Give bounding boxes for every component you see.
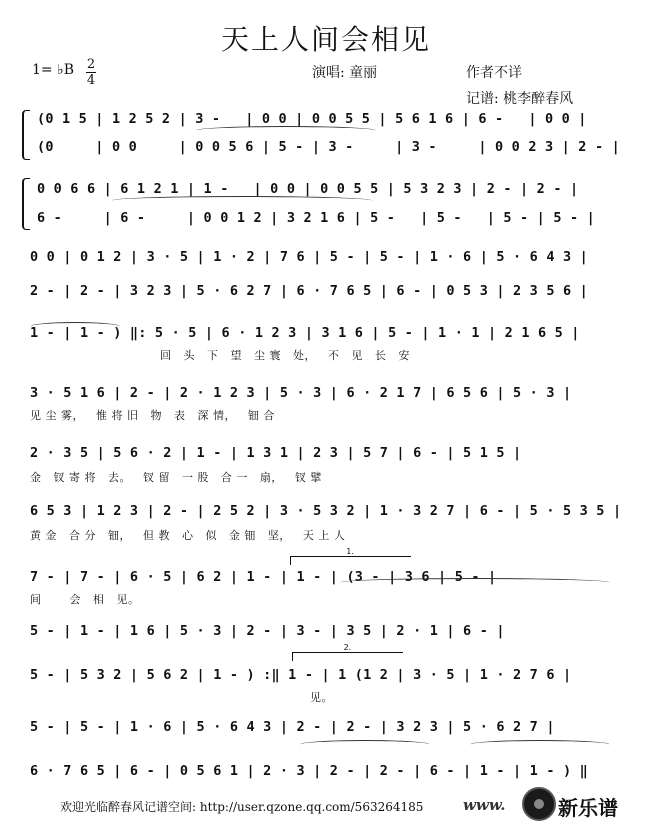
slur-mark (196, 126, 376, 135)
score-line: 7 - | 7 - | 6 · 5 | 6 2 | 1 - | 1 - | (3 - | 3 6 | 5 - | (30, 569, 497, 585)
score-line: 5 - | 5 3 2 | 5 6 2 | 1 - ) :‖ 1 - | 1 (1 2 | 3 · 5 | 1 · 2 7 6 | (30, 667, 572, 683)
lyric-line: 见 尘 雾， 惟 将 旧 物 表 深 情， 钿 合 (30, 409, 275, 422)
score-line: 3 · 5 1 6 | 2 - | 2 · 1 2 3 | 5 · 3 | 6 · 2 1 7 | 6 5 6 | 5 · 3 | (30, 385, 572, 401)
first-ending-bracket: 1. (290, 556, 411, 565)
score-line: (0 | 0 0 | 0 0 5 6 | 5 - | 3 - | 3 - | 0 0 2 3 | 2 - | (37, 139, 620, 155)
score-line: 6 5 3 | 1 2 3 | 2 - | 2 5 2 | 3 · 5 3 2 | 1 · 3 2 7 | 6 - | 5 · 5 3 5 | (30, 503, 622, 519)
slur-mark (112, 196, 372, 205)
slur-mark (340, 578, 610, 587)
lyric-line: 间 会 相 见。 (30, 593, 140, 606)
lyric-line: 金 钗 寄 将 去。 钗 留 一 股 合 一 扇， 钗 擘 (30, 471, 322, 484)
vinyl-record-icon (522, 787, 556, 821)
lyric-line: 见。 (310, 691, 333, 704)
slur-mark (470, 740, 610, 749)
footer-link[interactable]: 欢迎光临醉春风记谱空间: http://user.qzone.qq.com/563264185 (60, 800, 424, 814)
score-line: 5 - | 1 - | 1 6 | 5 · 3 | 2 - | 3 - | 3 5 | 2 · 1 | 6 - | (30, 623, 505, 639)
lyric-line: 黄 金 合 分 钿， 但 教 心 似 金 钿 坚， 天 上 人 (30, 529, 346, 542)
score-line: 6 - | 6 - | 0 0 1 2 | 3 2 1 6 | 5 - | 5 - | 5 - | 5 - | (37, 210, 595, 226)
brand-logo: 新乐谱 (558, 796, 618, 820)
lyric-line: 回 头 下 望 尘 寰 处， 不 见 长 安 (160, 349, 410, 362)
watermark-www: www. (463, 796, 506, 814)
system-brace (22, 178, 30, 230)
transcriber-credit: 记谱: 桃李醉春风 (466, 91, 574, 107)
score-line: 5 - | 5 - | 1 · 6 | 5 · 6 4 3 | 2 - | 2 - | 3 2 3 | 5 · 6 2 7 | (30, 719, 555, 735)
key-signature: 1= ♭B (32, 62, 74, 78)
score-line: 0 0 6 6 | 6 1 2 1 | 1 - | 0 0 | 0 0 5 5 | 5 3 2 3 | 2 - | 2 - | (37, 181, 579, 197)
score-line: 0 0 | 0 1 2 | 3 · 5 | 1 · 2 | 7 6 | 5 - | 5 - | 1 · 6 | 5 · 6 4 3 | (30, 249, 588, 265)
slur-mark (30, 322, 120, 331)
score-line: 2 · 3 5 | 5 6 · 2 | 1 - | 1 3 1 | 2 3 | 5 7 | 6 - | 5 1 5 | (30, 445, 522, 461)
song-title: 天上人间会相见 (220, 23, 431, 56)
time-signature: 2 4 (86, 57, 96, 88)
system-brace (22, 110, 30, 160)
score-line: 1 - | 1 - ) ‖: 5 · 5 | 6 · 1 2 3 | 3 1 6 | 5 - | 1 · 1 | 2 1 6 5 | (30, 325, 580, 341)
slur-mark (300, 740, 430, 749)
singer-credit: 演唱: 童丽 (312, 65, 378, 81)
score-line: (0 1 5 | 1 2 5 2 | 3 - | 0 0 | 0 0 5 5 | 5 6 1 6 | 6 - | 0 0 | (37, 111, 587, 127)
score-line: 2 - | 2 - | 3 2 3 | 5 · 6 2 7 | 6 · 7 6 5 | 6 - | 0 5 3 | 2 3 5 6 | (30, 283, 588, 299)
second-ending-bracket: 2. (292, 652, 403, 661)
author-credit: 作者不详 (466, 65, 522, 81)
score-line: 6 · 7 6 5 | 6 - | 0 5 6 1 | 2 · 3 | 2 - | 2 - | 6 - | 1 - | 1 - ) ‖ (30, 763, 588, 779)
